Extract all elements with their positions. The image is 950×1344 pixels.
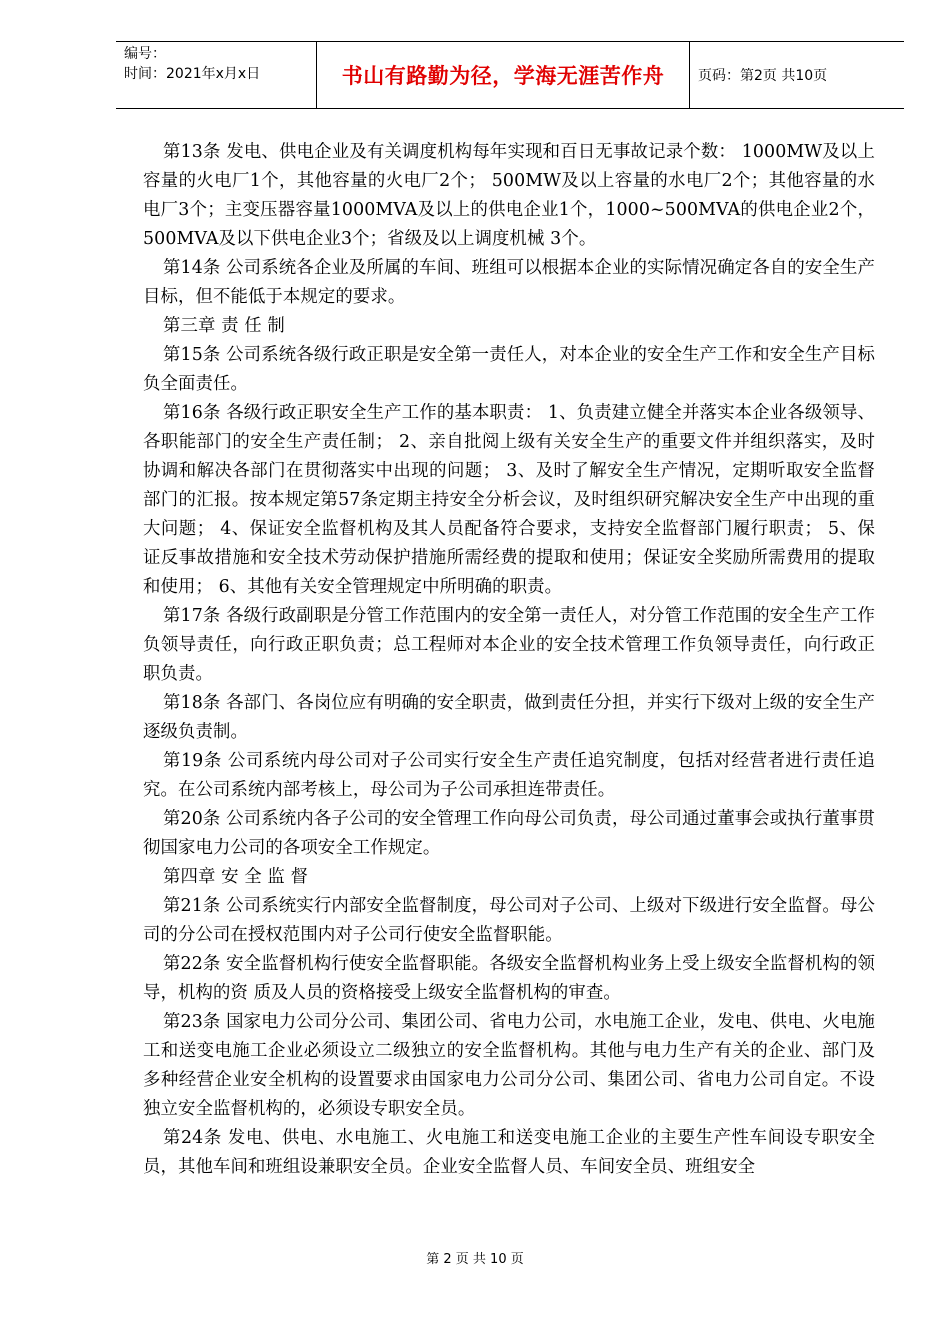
article-18: 第18条 各部门、各岗位应有明确的安全职责，做到责任分担，并实行下级对上级的安全生产逐级负责制。 [143,693,875,742]
chapter-3-heading: 第三章 责 任 制 [163,316,285,336]
article-14: 第14条 公司系统各企业及所属的车间、班组可以根据本企业的实际情况确定各自的安全生产目标，但不能低于本规定的要求。 [143,258,875,307]
document-body [143,138,875,1182]
article-13: 第13条 发电、供电企业及有关调度机构每年实现和百日无事故记录个数： 1000MW及以上容量的火电厂1个，其他容量的火电厂2个； 500MW及以上容量的水电厂2个；其他容量的水电厂3个；主变压器容量1000MVA及以上的供电企业1个，1000~500MVA的供电企业2个，500MVA及以下供电企业3个；省级及以上调度机械 3个。 [143,142,875,249]
time-label: 时间：2021年x月x日 [124,66,261,82]
article-16: 第16条 各级行政正职安全生产工作的基本职责： 1、负责建立健全并落实本企业各级领导、各职能部门的安全生产责任制； 2、亲自批阅上级有关安全生产的重要文件并组织落实，及时协调和解决各部门在贯彻落实中出现的问题； 3、及时了解安全生产情况，定期听取安全监督部门的汇报。按本规定第57条定期主持安全分析会议，及时组织研究解决安全生产中出现的重大问题； 4、保证安全监督机构及其人员配备符合要求，支持安全监督部门履行职责； 5、保证反事故措施和安全技术劳动保护措施所需经费的提取和使用；保证安全奖励所需费用的提取和使用； 6、其他有关安全管理规定中所明确的职责。 [143,403,875,597]
page-footer: 第 2 页 共 10 页 [426,1252,524,1267]
article-19: 第19条 公司系统内母公司对子公司实行安全生产责任追究制度，包括对经营者进行责任追究。在公司系统内部考核上，母公司为子公司承担连带责任。 [143,751,875,800]
page-info: 页码：第2页 共10页 [698,68,828,84]
header-table [116,41,904,109]
serial-label: 编号： [124,46,166,62]
article-23: 第23条 国家电力公司分公司、集团公司、省电力公司，水电施工企业，发电、供电、火电施工和送变电施工企业必须设立二级独立的安全监督机构。其他与电力生产有关的企业、部门及多种经营企业安全机构的设置要求由国家电力公司分公司、集团公司、省电力公司自定。不设独立安全监督机构的，必须设专职安全员。 [143,1012,875,1119]
article-17: 第17条 各级行政副职是分管工作范围内的安全第一责任人，对分管工作范围的安全生产工作负领导责任，向行政正职负责；总工程师对本企业的安全技术管理工作负领导责任，向行政正职负责。 [143,606,875,684]
chapter-4-heading: 第四章 安 全 监 督 [163,867,308,887]
article-21: 第21条 公司系统实行内部安全监督制度，母公司对子公司、上级对下级进行安全监督。母公司的分公司在授权范围内对子公司行使安全监督职能。 [143,896,875,945]
article-22: 第22条 安全监督机构行使安全监督职能。各级安全监督机构业务上受上级安全监督机构的领导，机构的资 质及人员的资格接受上级安全监督机构的审查。 [143,954,875,1003]
header-meta [116,42,316,108]
article-20: 第20条 公司系统内各子公司的安全管理工作向母公司负责，母公司通过董事会或执行董事贯彻国家电力公司的各项安全工作规定。 [143,809,875,858]
motto: 书山有路勤为径，学海无涯苦作舟 [316,42,690,108]
article-24: 第24条 发电、供电、水电施工、火电施工和送变电施工企业的主要生产性车间设专职安全员，其他车间和班组设兼职安全员。企业安全监督人员、车间安全员、班组安全 [143,1128,875,1177]
article-15: 第15条 公司系统各级行政正职是安全第一责任人，对本企业的安全生产工作和安全生产目标负全面责任。 [143,345,875,394]
